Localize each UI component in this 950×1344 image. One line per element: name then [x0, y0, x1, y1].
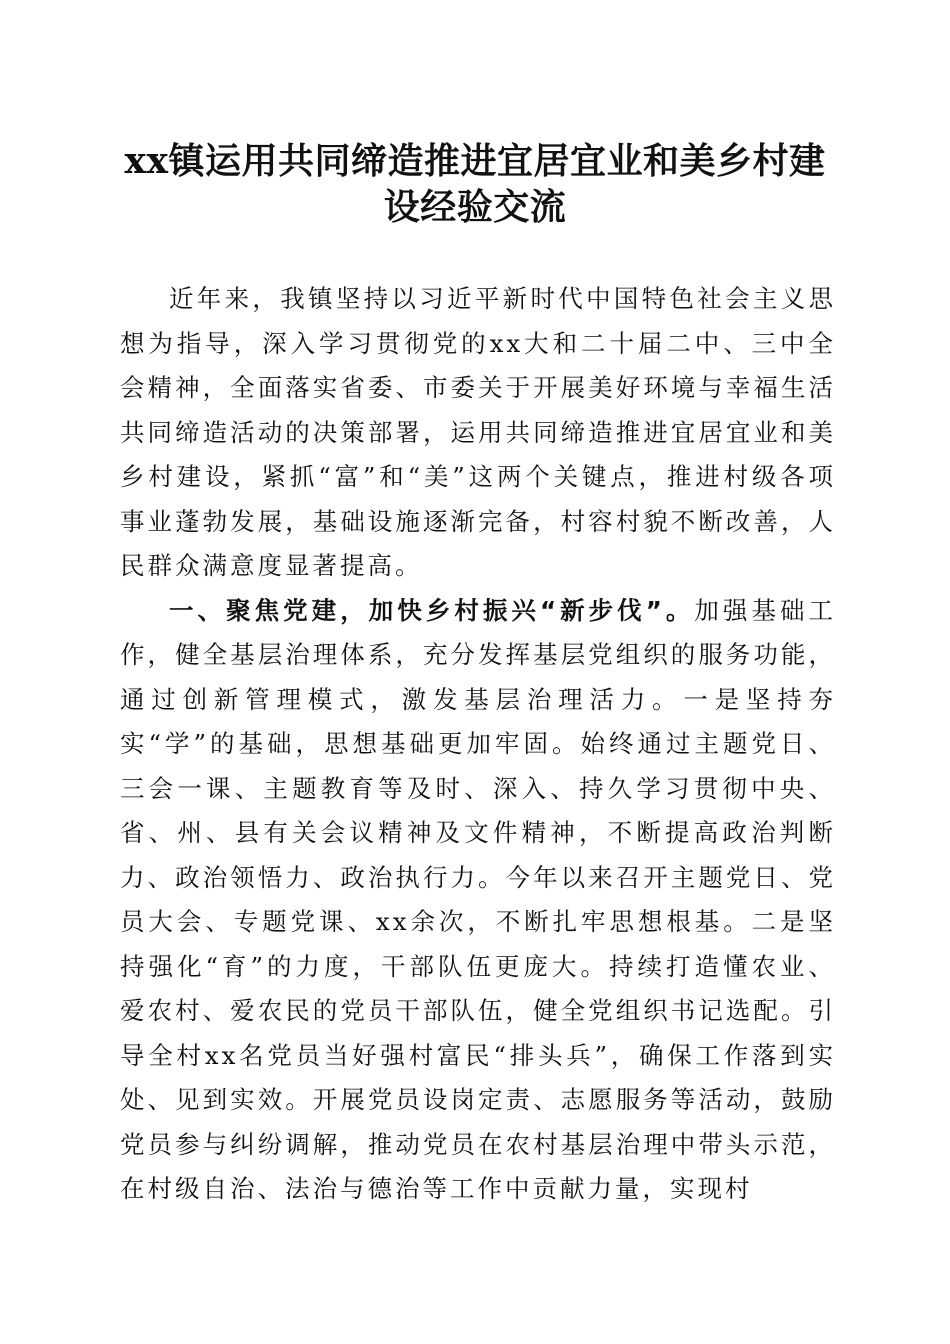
section-1-heading: 一、聚焦党建，加快乡村振兴“新步伐”。	[169, 595, 695, 625]
intro-paragraph: 近年来，我镇坚持以习近平新时代中国特色社会主义思想为指导，深入学习贯彻党的xx大和二十届二中、三中全会精神，全面落实省委、市委关于开展美好环境与幸福生活共同缔造活动的决策部署，运用共同缔造推进宜居宜业和美乡村建设，紧抓“富”和“美”这两个关键点，推进村级各项事业蓬勃发展，基础设施逐渐完备，村容村貌不断改善，人民群众满意度显著提高。	[120, 284, 836, 580]
section-1-paragraph	[120, 589, 836, 1212]
document-body	[120, 277, 836, 1212]
title-line-1: xx镇运用共同缔造推进宜居宜业和美乡村建	[124, 140, 826, 182]
document-title	[95, 138, 855, 230]
title-line-2: 设经验交流	[383, 186, 567, 228]
section-1-body: 加强基础工作，健全基层治理体系，充分发挥基层党组织的服务功能，通过创新管理模式，激发基层治理活力。一是坚持夯实“学”的基础，思想基础更加牢固。始终通过主题党日、三会一课、主题教育等及时、深入、持久学习贯彻中央、省、州、县有关会议精神及文件精神，不断提高政治判断力、政治领悟力、政治执行力。今年以来召开主题党日、党员大会、专题党课、xx余次，不断扎牢思想根基。二是坚持强化“育”的力度，干部队伍更庞大。持续打造懂农业、爱农村、爱农民的党员干部队伍，健全党组织书记选配。引导全村xx名党员当好强村富民“排头兵”，确保工作落到实处、见到实效。开展党员设岗定责、志愿服务等活动，鼓励党员参与纠纷调解，推动党员在农村基层治理中带头示范，在村级自治、法治与德治等工作中贡献力量，实现村	[120, 595, 837, 1203]
